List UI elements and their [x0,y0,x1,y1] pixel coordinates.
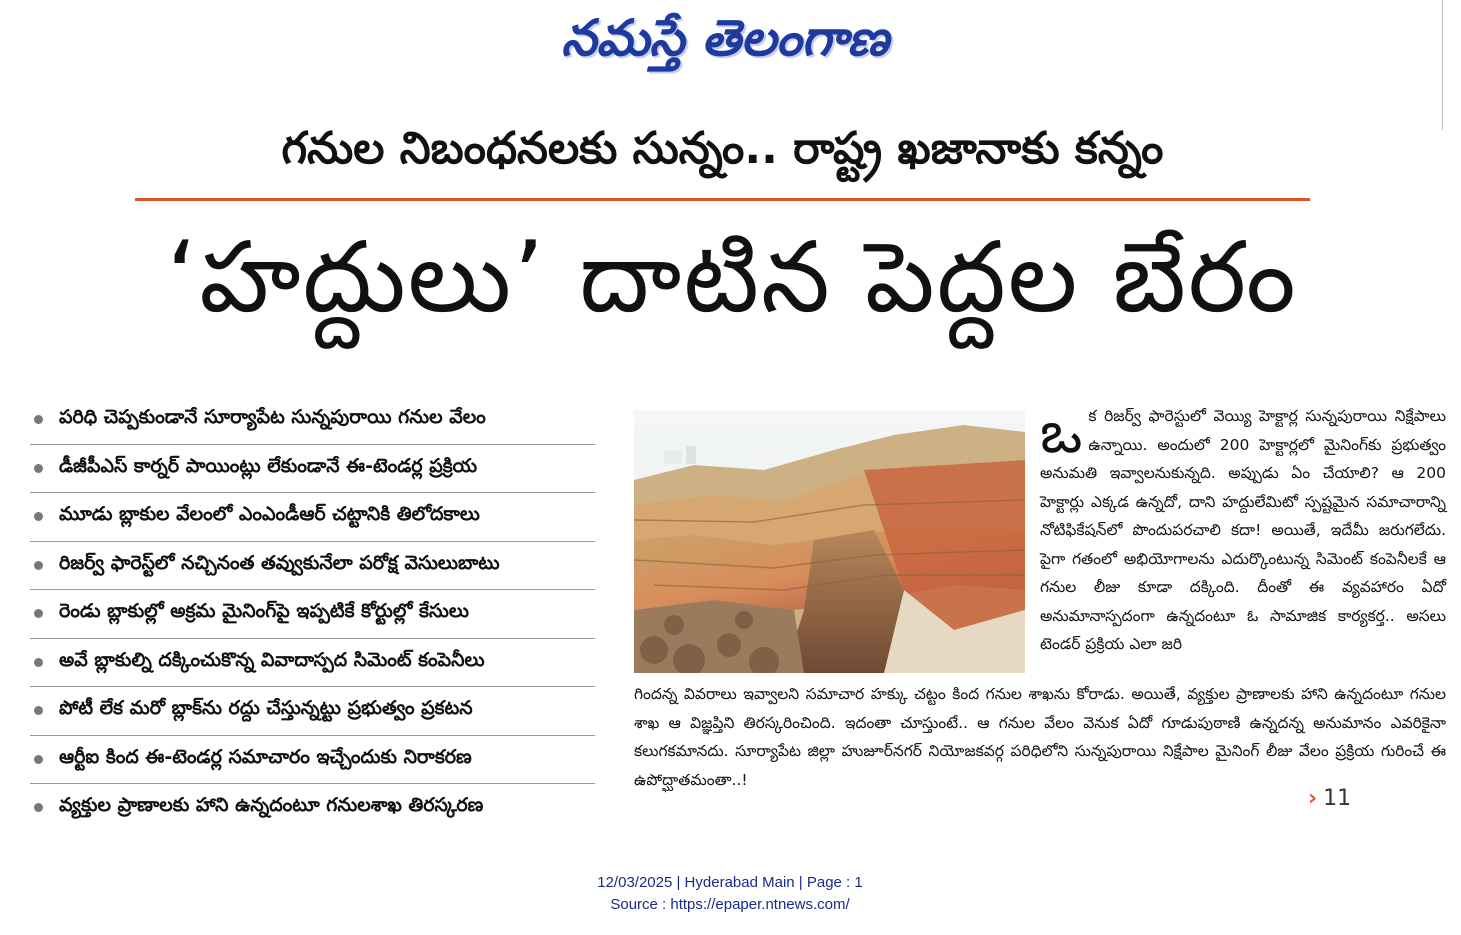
bullet-dot-icon [34,658,43,667]
footer-date-edition: 12/03/2025 | Hyderabad Main | Page : 1 [597,874,863,891]
bullet-dot-icon [34,755,43,764]
page-footer [430,872,1030,916]
bullet-text: పోటీ లేక మరో బ్లాక్‌ను రద్దు చేస్తున్నట్టు ప్రభుత్వం ప్రకటన [59,697,473,720]
bullet-text: వ్యక్తుల ప్రాణాలకు హాని ఉన్నదంటూ గనులశాఖ తిరస్కరణ [59,794,484,817]
bullet-dot-icon [34,464,43,473]
bullet-dot-icon [34,803,43,812]
article-text-top: క రిజర్వ్ ఫారెస్టులో వెయ్యి హెక్టార్ల సున్నపురాయి నిక్షేపాలు ఉన్నాయి. అందులో 200 హెక్టార్లలో మైనింగ్‌కు ప్రభుత్వం అనుమతి ఇవ్వాలనుకున్నది. అప్పుడు ఏం చేయాలి? ఆ 200 హెక్టార్లు ఎక్కడ ఉన్నదో, దాని హద్దులేమిటో స్పష్టమైన సమాచారాన్ని నోటిఫికేషన్‌లో పొందుపరచాలి కదా! అయితే, ఇదేమీ జరుగలేదు. పైగా గతంలో అభియోగాలను ఎదుర్కొంటున్న సిమెంట్ కంపెనీలకే ఆ గనుల లీజు కూడా దక్కింది. దీంతో ఈ వ్యవహారం ఏదో అనుమానాస్పదంగా ఉన్నదంటూ ఓ సామాజిక కార్యకర్త.. అసలు టెండర్ ప్రక్రియ ఎలా జరి [1040,407,1446,653]
bullet-item [30,445,595,494]
bullet-dot-icon [34,512,43,521]
bullet-item [30,396,595,445]
article-dropcap: ఒ [1040,398,1083,466]
article-body-top [1040,398,1446,659]
masthead-title: నమస్తే తెలంగాణ [561,8,889,67]
footer-source[interactable]: Source : https://epaper.ntnews.com/ [610,896,850,913]
article-body-bottom [634,680,1446,794]
bullet-item [30,639,595,688]
continued-on-page[interactable] [1308,786,1351,811]
bullet-text: డీజీపీఎస్ కార్నర్ పాయింట్లు లేకుండానే ఈ-టెండర్ల ప్రక్రియ [59,454,478,477]
bullet-item [30,784,595,832]
bullet-item [30,736,595,785]
bullet-item [30,590,595,639]
bullet-dot-icon [34,706,43,715]
bullet-text: పరిధి చెప్పకుండానే సూర్యాపేట సున్నపురాయి గనుల వేలం [59,406,486,429]
bullet-text: అవే బ్లాకుల్ని దక్కించుకొన్న వివాదాస్పద సిమెంట్ కంపెనీలు [59,648,485,671]
article-text-bottom: గిందన్న వివరాలు ఇవ్వాలని సమాచార హక్కు చట్టం కింద గనుల శాఖను కోరాడు. అయితే, వ్యక్తుల ప్రాణాలకు హాని ఉన్నదంటూ గనుల శాఖ ఆ విజ్ఞప్తిని తిరస్కరించింది. ఇదంతా చూస్తుంటే.. ఆ గనుల వేలం వెనుక ఏదో గూడుపుఠాణి ఉన్నదన్న అనుమానం ఎవరికైనా కలుగకమానదు. సూర్యాపేట జిల్లా హుజూర్‌నగర్ నియోజకవర్గ పరిధిలోని సున్నపురాయి నిక్షేపాల మైనింగ్ లీజు వేలం ప్రక్రియ గురించే ఈ ఉపోద్ఘాతమంతా..! [634,685,1446,789]
chevron-right-icon: › [1308,786,1318,811]
jump-page-number: 11 [1323,786,1352,811]
bullet-text: రిజర్వ్ ఫారెస్ట్‌లో నచ్చినంత తవ్వుకునేలా పరోక్ష వెసులుబాటు [59,551,500,574]
bullet-item [30,542,595,591]
bullet-dot-icon [34,561,43,570]
bullet-text: రెండు బ్లాకుల్లో అక్రమ మైనింగ్‌పై ఇప్పటికే కోర్టుల్లో కేసులు [59,600,469,623]
headline: ‘హద్దులు’ దాటిన పెద్దల బేరం [166,221,1298,335]
subheadline: గనుల నిబంధనలకు సున్నం.. రాష్ట్ర ఖజానాకు కన్నం [281,123,1164,174]
bullet-item [30,493,595,542]
bullet-text: ఆర్టీఐ కింద ఈ-టెండర్ల సమాచారం ఇచ్చేందుకు నిరాకరణ [59,745,472,768]
bullet-list [30,396,595,832]
subhead-divider [135,198,1310,201]
bullet-dot-icon [34,609,43,618]
bullet-item [30,687,595,736]
page-edge-rule [1442,0,1443,130]
bullet-text: మూడు బ్లాకుల వేలంలో ఎంఎండీఆర్ చట్టానికి తిలోదకాలు [59,503,480,526]
limestone-mine-photo [634,410,1025,673]
bullet-dot-icon [34,415,43,424]
